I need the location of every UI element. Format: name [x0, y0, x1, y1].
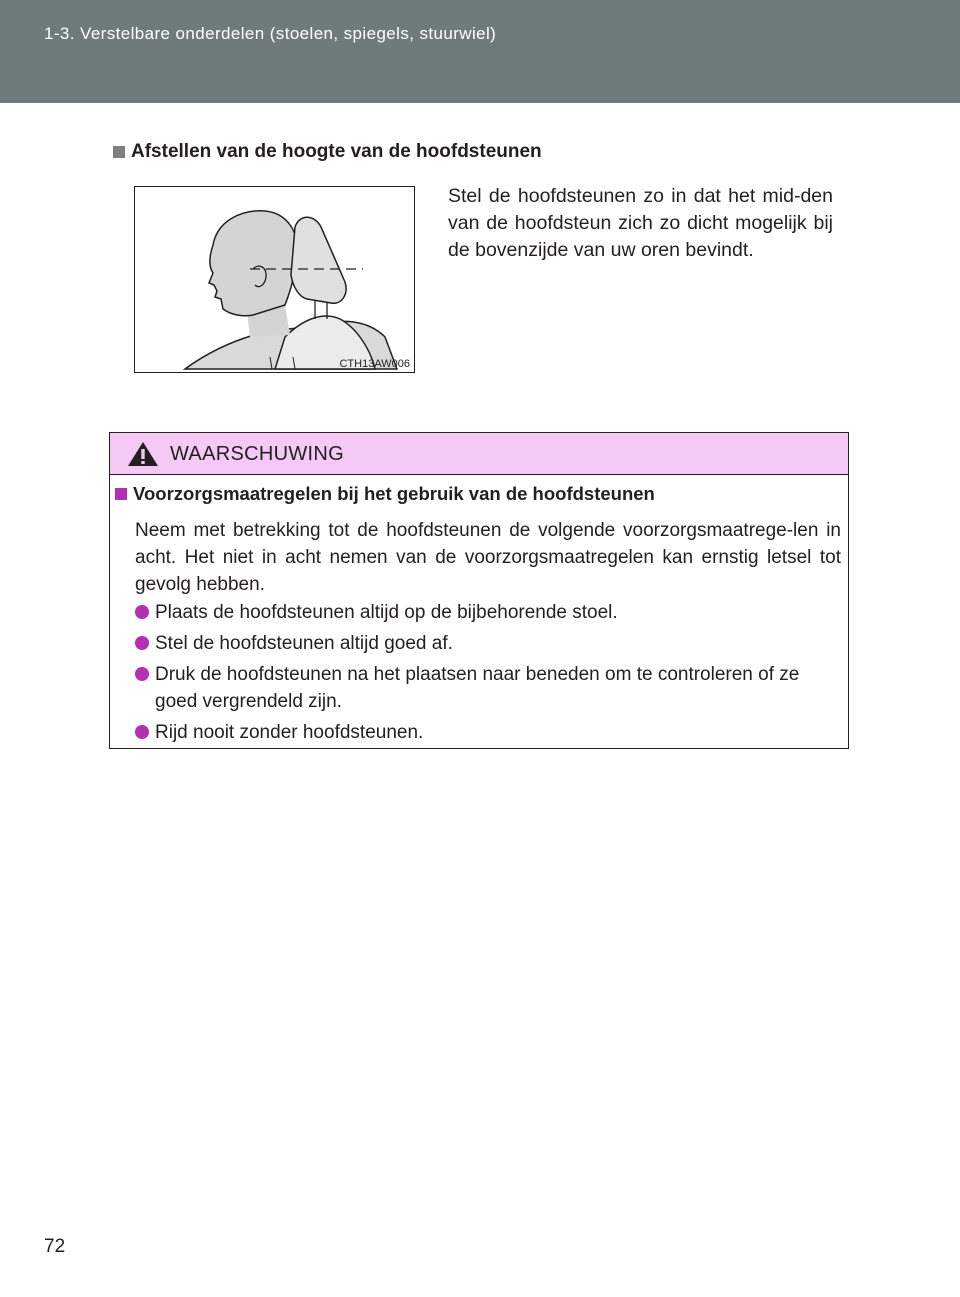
list-item-text: Druk de hoofdsteunen na het plaatsen naar beneden om te controleren of ze goed vergrendeld zijn. — [155, 664, 800, 712]
list-item — [135, 630, 841, 657]
chapter-title: 1-3. Verstelbare onderdelen (stoelen, spiegels, stuurwiel) — [44, 24, 497, 43]
page-number: 72 — [44, 1236, 66, 1257]
section-heading — [113, 141, 542, 163]
head-and-headrest-drawing — [135, 187, 414, 372]
bullet-dot-icon — [135, 605, 149, 619]
warning-subheading — [115, 483, 655, 505]
warning-subheading-text: Voorzorgsmaatregelen bij het gebruik van de hoofdsteunen — [133, 483, 655, 504]
list-item-text: Rijd nooit zonder hoofdsteunen. — [155, 722, 424, 743]
warning-bullet-list — [135, 599, 841, 750]
bullet-dot-icon — [135, 667, 149, 681]
warning-box — [109, 432, 849, 749]
list-item — [135, 719, 841, 746]
instruction-text: Stel de hoofdsteunen zo in dat het mid-den van de hoofdsteun zich zo dicht mogelijk bij de bovenzijde van uw oren bevindt. — [448, 185, 833, 261]
list-item — [135, 599, 841, 626]
warning-header — [110, 433, 848, 475]
square-bullet-icon — [113, 146, 125, 158]
section-heading-text: Afstellen van de hoogte van de hoofdsteunen — [131, 141, 542, 162]
header-band — [0, 0, 960, 103]
warning-triangle-icon — [127, 441, 159, 467]
list-item — [135, 661, 841, 715]
list-item-text: Stel de hoofdsteunen altijd goed af. — [155, 633, 453, 654]
warning-title: WAARSCHUWING — [170, 443, 344, 465]
square-bullet-icon — [115, 488, 127, 500]
figure-code: CTH13AW006 — [339, 358, 410, 370]
bullet-dot-icon — [135, 725, 149, 739]
headrest-illustration — [134, 186, 415, 373]
bullet-dot-icon — [135, 636, 149, 650]
list-item-text: Plaats de hoofdsteunen altijd op de bijbehorende stoel. — [155, 602, 618, 623]
warning-paragraph: Neem met betrekking tot de hoofdsteunen de volgende voorzorgsmaatrege-len in acht. Het niet in acht nemen van de voorzorgsmaatregelen kan ernstig letsel tot gevolg hebben. — [135, 520, 841, 595]
